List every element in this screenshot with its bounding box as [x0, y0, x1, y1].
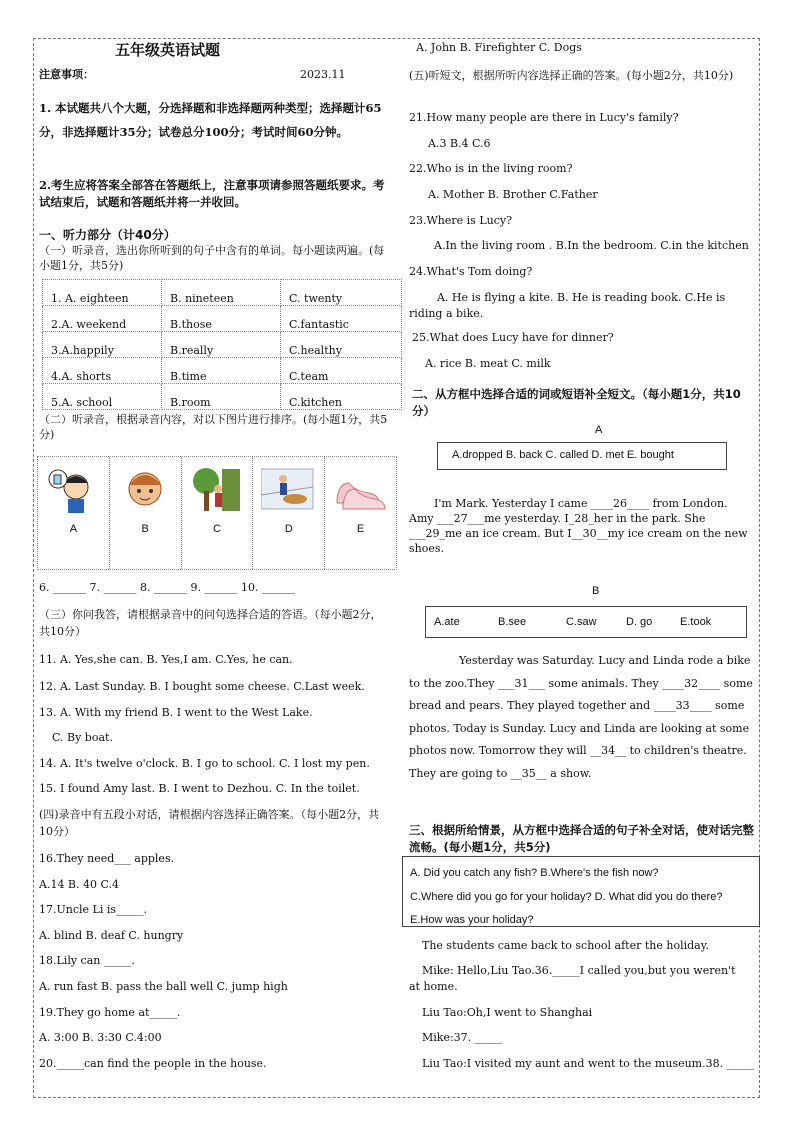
part4-instruction: (四)录音中有五段小对话，请根据内容选择正确答案。（每小题2分，共10分）: [39, 808, 380, 838]
box-a-label: A: [595, 424, 603, 436]
picture-label: D: [284, 523, 293, 535]
word-box-a-options: A.dropped B. back C. called D. met E. bought: [452, 449, 674, 461]
question-23: 23.Where is Lucy?: [409, 214, 512, 227]
option-cell[interactable]: C.healthy: [281, 332, 402, 358]
note-1: 1. 本试题共八个大题，分选择题和非选择题两种类型；选择题计65分，非选择题计35分；试卷总分100分；考试时间60分钟。: [39, 101, 382, 139]
dialogue-line-liu-tao: Liu Tao:Oh,I went to Shanghai: [422, 1006, 593, 1019]
table-row: [43, 280, 402, 306]
passage-b: Yesterday was Saturday. Lucy and Linda rode a bike to the zoo.They ___31___ some animals. They ____32____ some bread and pears. They played together and ____33____ some photos. Today is Sunday. Lucy and Linda are looking at some photos now. Tomorrow they will __34__ to children's theatre. They are going to __35__ a show.: [409, 654, 753, 780]
question-11: 11. A. Yes,she can. B. Yes,I am. C.Yes, he can.: [39, 653, 293, 666]
exam-title: 五年级英语试题: [115, 41, 221, 59]
picture-d: [253, 457, 325, 569]
part1-instruction: （一）听录音，选出你所听到的句子中含有的单词。每小题读两遍。(每小题1分，共5分): [39, 244, 385, 272]
question-25-options: A. rice B. meat C. milk: [425, 357, 551, 370]
dialogue-intro: The students came back to school after the holiday.: [422, 939, 709, 952]
option-cell[interactable]: B.those: [162, 306, 281, 332]
option-cell[interactable]: B.time: [162, 358, 281, 384]
word-option: C.saw: [566, 616, 597, 628]
part3-instruction: （三）你问我答，请根据录音中的问句选择合适的答语。（每小题2分，共10分）: [39, 608, 382, 638]
question-24: 24.What's Tom doing?: [409, 265, 533, 278]
table-row: [43, 332, 402, 358]
part2-instruction: （二）听录音，根据录音内容，对以下图片进行排序。(每小题1分，共5分): [39, 413, 388, 441]
option-cell[interactable]: B.really: [162, 332, 281, 358]
question-20: 20._____can find the people in the house.: [39, 1057, 267, 1070]
table-row: [43, 306, 402, 332]
passage-a: I'm Mark. Yesterday I came ____26____ from London. Amy ___27___me yesterday. I_28_her in the park. She ___29_me an ice cream. But I__30__my ice cream on the new shoes.: [409, 497, 748, 555]
question-23-options: A.In the living room . B.In the bedroom. C.in the kitchen: [434, 239, 749, 252]
word-option: D. go: [626, 616, 653, 628]
question-17-options: A. blind B. deaf C. hungry: [39, 929, 184, 942]
part1-options-table: [42, 279, 402, 410]
question-25: 25.What does Lucy have for dinner?: [412, 331, 614, 344]
question-20-options: A. John B. Firefighter C. Dogs: [416, 41, 582, 54]
picture-c: [182, 457, 254, 569]
picture-label: B: [141, 523, 149, 535]
table-row: [43, 384, 402, 410]
option-cell[interactable]: 1. A. eighteen: [43, 280, 162, 306]
question-16-options: A.14 B. 40 C.4: [39, 878, 120, 891]
word-box-a: [437, 442, 727, 470]
option-cell[interactable]: C. twenty: [281, 280, 402, 306]
listening-heading: 一、听力部分（计40分）: [39, 228, 176, 242]
picture-label: E: [356, 523, 365, 535]
word-option: E.took: [680, 616, 712, 628]
sentence-option: C.Where did you go for your holiday? D. What did you do there?: [410, 891, 723, 903]
part5-instruction: (五)听短文，根据所听内容选择正确的答案。(每小题2分，共10分): [409, 69, 734, 82]
option-cell[interactable]: C.fantastic: [281, 306, 402, 332]
exam-date: 2023.11: [300, 68, 346, 81]
people-trees-icon: [190, 465, 245, 515]
notice-label: 注意事项：: [39, 68, 94, 81]
table-row: [43, 358, 402, 384]
sentence-option: A. Did you catch any fish? B.Where's the fish now?: [410, 867, 659, 879]
question-18: 18.Lily can _____.: [39, 954, 135, 967]
picture-b: [110, 457, 182, 569]
question-24-options: A. He is flying a kite. B. He is reading book. C.He is riding a bike.: [409, 291, 726, 320]
part2-answer-blanks[interactable]: 6. ______ 7. ______ 8. ______ 9. ______ 10. ______: [39, 581, 295, 594]
picture-label: C: [213, 523, 221, 535]
dialogue-line-37: Mike:37. _____: [422, 1031, 503, 1044]
section2-heading: 二、从方框中选择合适的词或短语补全短文。（每小题1分，共10分）: [412, 387, 741, 418]
option-cell[interactable]: C.team: [281, 358, 402, 384]
question-22-options: A. Mother B. Brother C.Father: [428, 188, 598, 201]
dialogue-line-36: Mike: Hello,Liu Tao.36._____I called you,but you weren't at home.: [409, 964, 736, 993]
word-box-b: [425, 606, 747, 638]
question-13: 13. A. With my friend B. I went to the West Lake.: [39, 706, 313, 719]
word-option: A.ate: [434, 616, 460, 628]
shoes-icon: [333, 465, 388, 515]
option-cell[interactable]: 3.A.happily: [43, 332, 162, 358]
option-cell[interactable]: B. nineteen: [162, 280, 281, 306]
dialogue-line-38: Liu Tao:I visited my aunt and went to the museum.38. _____: [422, 1057, 755, 1070]
question-21-options: A.3 B.4 C.6: [428, 137, 491, 150]
sentence-option: E.How was your holiday?: [410, 914, 534, 926]
picture-a: [38, 457, 110, 569]
question-16: 16.They need___ apples.: [39, 852, 175, 865]
section3-heading: 三、根据所给情景，从方框中选择合适的句子补全对话，使对话完整流畅。(每小题1分，共5分): [409, 823, 754, 854]
option-cell[interactable]: B.room: [162, 384, 281, 410]
question-14: 14. A. It's twelve o'clock. B. I go to school. C. I lost my pen.: [39, 757, 370, 770]
question-22: 22.Who is in the living room?: [409, 162, 573, 175]
question-13-option-c: C. By boat.: [52, 731, 113, 744]
question-19: 19.They go home at_____.: [39, 1006, 181, 1019]
sentence-options-box: [402, 856, 760, 927]
girl-face-icon: [118, 465, 173, 515]
boy-dog-icon: [261, 465, 316, 515]
option-cell[interactable]: 5.A. school: [43, 384, 162, 410]
box-b-label: B: [592, 585, 600, 597]
picture-strip: [37, 456, 397, 570]
question-12: 12. A. Last Sunday. B. I bought some cheese. C.Last week.: [39, 680, 365, 693]
question-15: 15. I found Amy last. B. I went to Dezhou. C. In the toilet.: [39, 782, 360, 795]
question-19-options: A. 3:00 B. 3:30 C.4:00: [39, 1031, 162, 1044]
question-21: 21.How many people are there in Lucy's family?: [409, 111, 679, 124]
option-cell[interactable]: 4.A. shorts: [43, 358, 162, 384]
option-cell[interactable]: C.kitchen: [281, 384, 402, 410]
note-2: 2.考生应将答案全部答在答题纸上，注意事项请参照答题纸要求。考试结束后，试题和答题纸并将一并收回。: [39, 178, 385, 209]
word-option: B.see: [498, 616, 527, 628]
picture-e: [325, 457, 396, 569]
picture-label: A: [69, 523, 78, 535]
question-17: 17.Uncle Li is_____.: [39, 903, 148, 916]
boy-drinking-icon: [46, 465, 101, 515]
option-cell[interactable]: 2.A. weekend: [43, 306, 162, 332]
question-18-options: A. run fast B. pass the ball well C. jump high: [39, 980, 288, 993]
